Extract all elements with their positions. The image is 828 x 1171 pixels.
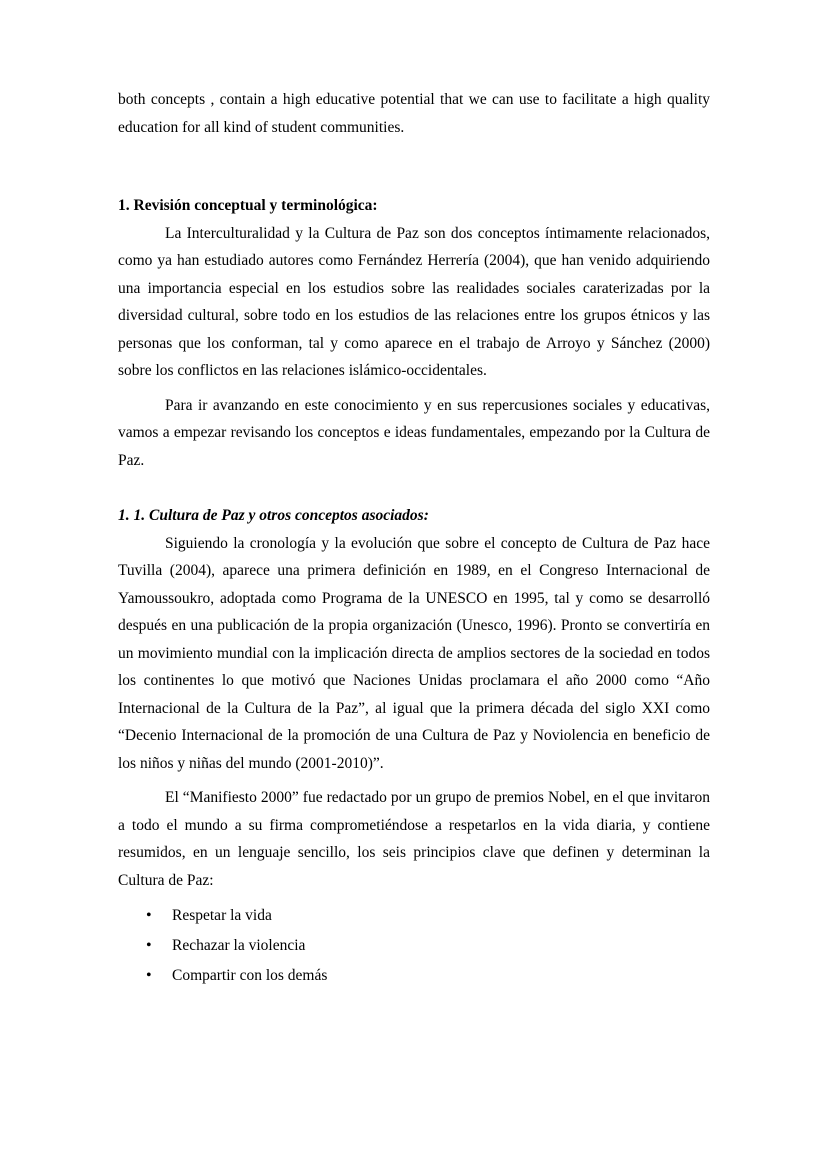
bullet-item: • Rechazar la violencia — [118, 931, 710, 961]
paragraph-interculturalidad: La Interculturalidad y la Cultura de Paz son dos conceptos íntimamente relacionados, como ya han estudiado autores como Fernández Herrería (2004), que han venido adquiriendo una importancia especial en los estudios sobre las realidades sociales caraterizadas por la diversidad cultural, sobre todo en los estudios de las relaciones entre los grupos étnicos y las personas que los conforman, tal y como aparece en el trabajo de Arroyo y Sánchez (2000) sobre los conflictos en las relaciones islámico-occidentales. — [118, 224, 710, 379]
paragraph-manifiesto: El “Manifiesto 2000” fue redactado por un grupo de premios Nobel, en el que invitaron a todo el mundo a su firma comprometiéndose a respetarlos en la vida diaria, y contiene resumidos, en un lenguaje sencillo, los seis principios clave que definen y determinan la Cultura de Paz: — [118, 789, 710, 889]
document-content — [118, 86, 710, 991]
subsection-heading: 1. 1. Cultura de Paz y otros conceptos asociados: — [118, 507, 429, 524]
bullet-item: • Compartir con los demás — [118, 961, 710, 991]
principles-list — [118, 901, 710, 991]
paragraph-cronologia: Siguiendo la cronología y la evolución que sobre el concepto de Cultura de Paz hace Tuvilla (2004), aparece una primera definición en 1989, en el Congreso Internacional de Yamoussoukro, adoptada como Programa de la UNESCO en 1995, tal y como se desarrolló después en una publicación de la propia organización (Unesco, 1996). Pronto se convertiría en un movimiento mundial con la implicación directa de amplios sectores de la sociedad en todos los continentes lo que motivó que Naciones Unidas proclamara el año 2000 como “Año Internacional de la Cultura de la Paz”, al igual que la primera década del siglo XXI como “Decenio Internacional de la promoción de una Cultura de Paz y Noviolencia en beneficio de los niños y niñas del mundo (2001-2010)”. — [118, 534, 710, 772]
intro-paragraph: both concepts , contain a high educative potential that we can use to facilitate a high quality education for all kind of student communities. — [118, 91, 710, 136]
paragraph-avance: Para ir avanzando en este conocimiento y en sus repercusiones sociales y educativas, vamos a empezar revisando los conceptos e ideas fundamentales, empezando por la Cultura de Paz. — [118, 396, 710, 469]
bullet-item: • Respetar la vida — [118, 901, 710, 931]
section-heading: 1. Revisión conceptual y terminológica: — [118, 197, 378, 214]
